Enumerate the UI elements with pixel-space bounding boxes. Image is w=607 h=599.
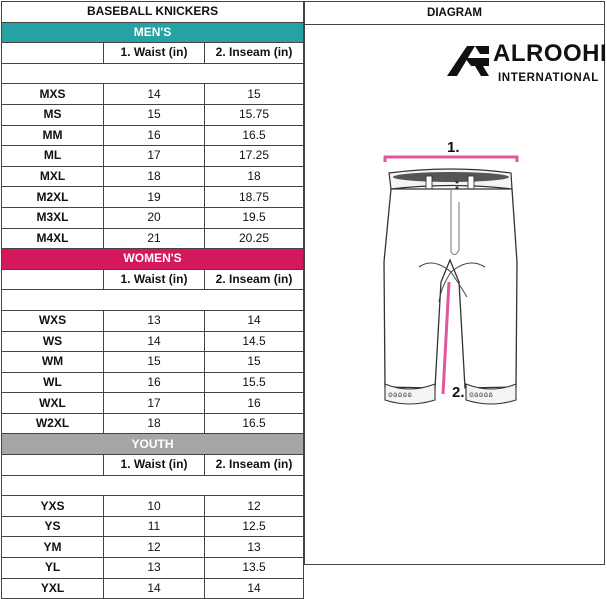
table-row [2,413,304,434]
inseam-cell: 13.5 [205,558,304,579]
table-row [2,537,304,558]
size-cell: W2XL [2,413,104,434]
table-row [2,228,304,249]
waist-cell: 11 [104,516,205,537]
column-header-inseam: 2. Inseam (in) [205,269,304,290]
table-row [2,496,304,517]
row-spacer [2,63,304,84]
table-row [2,84,304,105]
size-cell: WL [2,372,104,393]
size-cell: WXS [2,310,104,331]
size-cell: MS [2,104,104,125]
brand-logo-mark-icon [445,44,491,78]
inseam-cell: 18.75 [205,187,304,208]
size-cell: WS [2,331,104,352]
waist-cell: 14 [104,84,205,105]
inseam-cell: 20.25 [205,228,304,249]
waist-cell: 18 [104,413,205,434]
inseam-cell: 15.5 [205,372,304,393]
column-header-waist: 1. Waist (in) [104,455,205,476]
table-row [2,393,304,414]
waist-cell: 12 [104,537,205,558]
brand-subtitle: INTERNATIONAL [498,72,599,84]
table-row [2,516,304,537]
waist-cell: 16 [104,372,205,393]
inseam-cell: 15.75 [205,104,304,125]
inseam-measure-label: 2. [452,384,465,401]
inseam-cell: 12 [205,496,304,517]
size-table [1,1,304,599]
waist-cell: 21 [104,228,205,249]
inseam-cell: 12.5 [205,516,304,537]
waist-measure-line [385,157,517,162]
size-cell: M3XL [2,207,104,228]
section-title: WOMEN'S [2,249,304,270]
inseam-cell: 16 [205,393,304,414]
table-row [2,166,304,187]
column-header-row [2,269,304,290]
column-header-size [2,43,104,64]
size-cell: YS [2,516,104,537]
inseam-cell: 16.5 [205,413,304,434]
column-header-waist: 1. Waist (in) [104,43,205,64]
size-cell: ML [2,146,104,167]
waist-measure-label: 1. [447,139,460,156]
size-cell: YXL [2,578,104,599]
table-row [2,352,304,373]
size-cell: MM [2,125,104,146]
inseam-cell: 16.5 [205,125,304,146]
column-header-inseam: 2. Inseam (in) [205,455,304,476]
size-cell: WM [2,352,104,373]
inseam-cell: 15 [205,84,304,105]
inseam-cell: 13 [205,537,304,558]
row-spacer [2,290,304,311]
waist-cell: 16 [104,125,205,146]
inseam-cell: 14 [205,310,304,331]
inseam-measure-line [443,282,449,394]
svg-text:ʘɷɷɷɷ: ʘɷɷɷɷ [469,390,494,399]
waist-cell: 17 [104,393,205,414]
section-header-youth [2,434,304,455]
size-cell: M2XL [2,187,104,208]
table-row [2,331,304,352]
inseam-cell: 19.5 [205,207,304,228]
table-title-row [2,2,304,23]
waist-cell: 15 [104,352,205,373]
size-cell: YM [2,537,104,558]
waist-cell: 14 [104,578,205,599]
waist-cell: 19 [104,187,205,208]
table-row [2,558,304,579]
size-cell: YL [2,558,104,579]
column-header-size [2,455,104,476]
section-header-mens [2,22,304,43]
size-cell: MXS [2,84,104,105]
column-header-row [2,455,304,476]
size-cell: YXS [2,496,104,517]
diagram-title: DIAGRAM [305,2,604,25]
svg-text:ʘɷɷɷɷ: ʘɷɷɷɷ [388,390,413,399]
inseam-cell: 14.5 [205,331,304,352]
inseam-cell: 14 [205,578,304,599]
section-title: MEN'S [2,22,304,43]
size-table-body [2,2,304,599]
waist-cell: 14 [104,331,205,352]
brand-name: ALROOHI [493,40,607,67]
table-row [2,578,304,599]
waist-cell: 10 [104,496,205,517]
waist-cell: 17 [104,146,205,167]
waist-cell: 18 [104,166,205,187]
waist-cell: 15 [104,104,205,125]
column-header-waist: 1. Waist (in) [104,269,205,290]
row-spacer [2,475,304,496]
knickers-diagram [371,132,541,442]
column-header-row [2,43,304,64]
table-title: BASEBALL KNICKERS [2,2,304,23]
table-row [2,187,304,208]
size-cell: WXL [2,393,104,414]
table-row [2,125,304,146]
waist-cell: 20 [104,207,205,228]
waist-cell: 13 [104,558,205,579]
inseam-cell: 18 [205,166,304,187]
size-cell: MXL [2,166,104,187]
diagram-panel [304,1,605,565]
section-header-womens [2,249,304,270]
inseam-cell: 17.25 [205,146,304,167]
size-cell: M4XL [2,228,104,249]
table-row [2,146,304,167]
section-title: YOUTH [2,434,304,455]
column-header-inseam: 2. Inseam (in) [205,43,304,64]
column-header-size [2,269,104,290]
table-row [2,310,304,331]
waist-cell: 13 [104,310,205,331]
table-row [2,104,304,125]
table-row [2,207,304,228]
inseam-cell: 15 [205,352,304,373]
table-row [2,372,304,393]
